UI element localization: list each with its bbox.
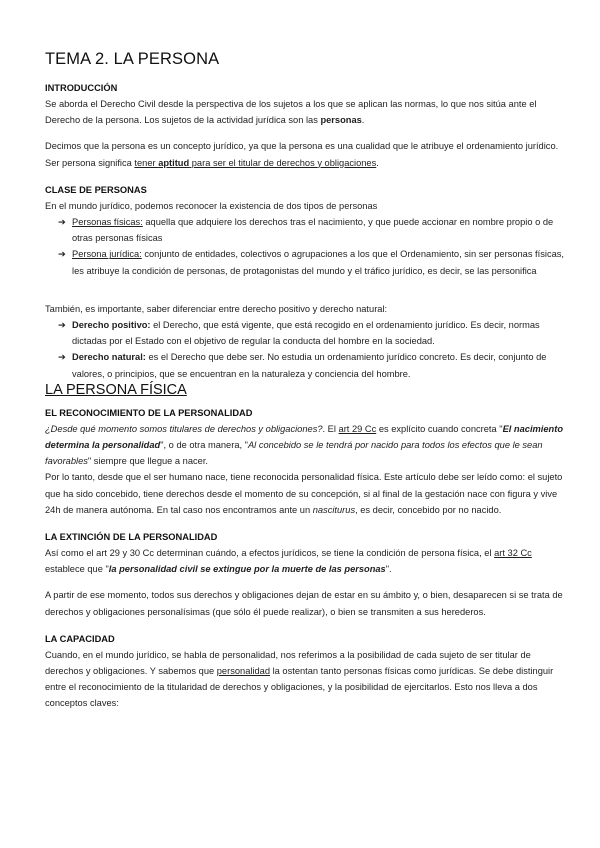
clase-list (45, 214, 565, 279)
list-item: ➔ Derecho positivo: el Derecho, que está vigente, que está recogido en el ordenamiento jurídico. Es decir, normas dictadas por el Estado con el objetivo de regular la conducta del hombre en la sociedad. (58, 317, 565, 349)
list-item: ➔ Derecho natural: es el Derecho que debe ser. No estudia un ordenamiento jurídico concreto. Es decir, conjunto de valores, o principios, que se encuentran en la naturaleza y conciencia del hombre. (58, 349, 565, 381)
reconocimiento-paragraph-2: Por lo tanto, desde que el ser humano nace, tiene reconocida personalidad física. Este artículo debe ser leído como: el sujeto que ha sido concebido, tiene derechos desde el momento de su concepción, si al final de la gestación nace con figura y vive 24h de manera autónoma. En tal caso nos encontramos ante un nasciturus, es decir, concebido por no nacido. (45, 472, 563, 515)
clase-heading: CLASE DE PERSONAS (45, 184, 147, 195)
derecho-list (45, 317, 565, 382)
reconocimiento-heading: EL RECONOCIMIENTO DE LA PERSONALIDAD (45, 407, 253, 418)
clase-lead: En el mundo jurídico, podemos reconocer la existencia de dos tipos de personas (45, 200, 378, 211)
intro-heading: INTRODUCCIÓN (45, 83, 118, 93)
extincion-paragraph-2: A partir de ese momento, todos sus derechos y obligaciones dejan de estar en su ámbito y, o bien, desaparecen si se trata de derechos y obligaciones personalísimas (que sólo él puede realizar), o bien se transmiten a sus herederos. (45, 590, 563, 617)
document-page (45, 50, 565, 712)
arrow-right-icon: ➔ (58, 217, 66, 228)
list-item: ➔ Personas físicas: aquella que adquiere los derechos tras el nacimiento, y que puede accionar en nombre propio o de otras personas físicas (58, 214, 565, 246)
extincion-paragraph-1: Así como el art 29 y 30 Cc determinan cuándo, a efectos jurídicos, se tiene la condición de persona física, el art 32 Cc establece que "la personalidad civil se extingue por la muerte de las personas". (45, 548, 532, 575)
page-title: TEMA 2. LA PERSONA (45, 50, 220, 68)
derecho-lead: También, es importante, saber diferenciar entre derecho positivo y derecho natural: (45, 303, 388, 314)
reconocimiento-paragraph-1: ¿Desde qué momento somos titulares de derechos y obligaciones?. El art 29 Cc es explícito cuando concreta "El nacimiento determina la personalidad", o de otra manera, "Al concebido se le tendrá por nacido para todos los efectos que le sean favorables" siempre que llegue a nacer. (45, 423, 564, 467)
intro-paragraph-2: Decimos que la persona es un concepto jurídico, ya que la persona es una cualidad que le atribuye el ordenamiento jurídico. Ser persona significa tener aptitud para ser el titular de derechos y obligaciones. (45, 141, 559, 168)
arrow-right-icon: ➔ (58, 352, 66, 363)
capacidad-paragraph: Cuando, en el mundo jurídico, se habla de personalidad, nos referimos a la posibilidad de cada sujeto de ser titular de derechos y obligaciones. Y sabemos que personalidad la ostentan tanto personas físicas como jurídicas. Se debe distinguir entre el reconocimiento de la titularidad de derechos y obligaciones, y la posibilidad de ejercitarlos. Esto nos lleva a dos conceptos claves: (45, 649, 554, 709)
list-item: ➔ Persona jurídica: conjunto de entidades, colectivos o agrupaciones a los que el Ordenamiento, sin ser personas físicas, les atribuye la condición de personas, de protagonistas del mundo y el tráfico jurídico, es decir, se las personifica (58, 246, 565, 278)
extincion-heading: LA EXTINCIÓN DE LA PERSONALIDAD (45, 532, 218, 543)
capacidad-heading: LA CAPACIDAD (45, 633, 115, 644)
arrow-right-icon: ➔ (58, 249, 66, 260)
arrow-right-icon: ➔ (58, 320, 66, 331)
intro-paragraph-1: Se aborda el Derecho Civil desde la perspectiva de los sujetos a los que se aplican las normas, lo que nos sitúa ante el Derecho de la persona. Los sujetos de la actividad jurídica son las personas. (45, 99, 537, 126)
section-title-persona-fisica: LA PERSONA FÍSICA (45, 381, 187, 398)
